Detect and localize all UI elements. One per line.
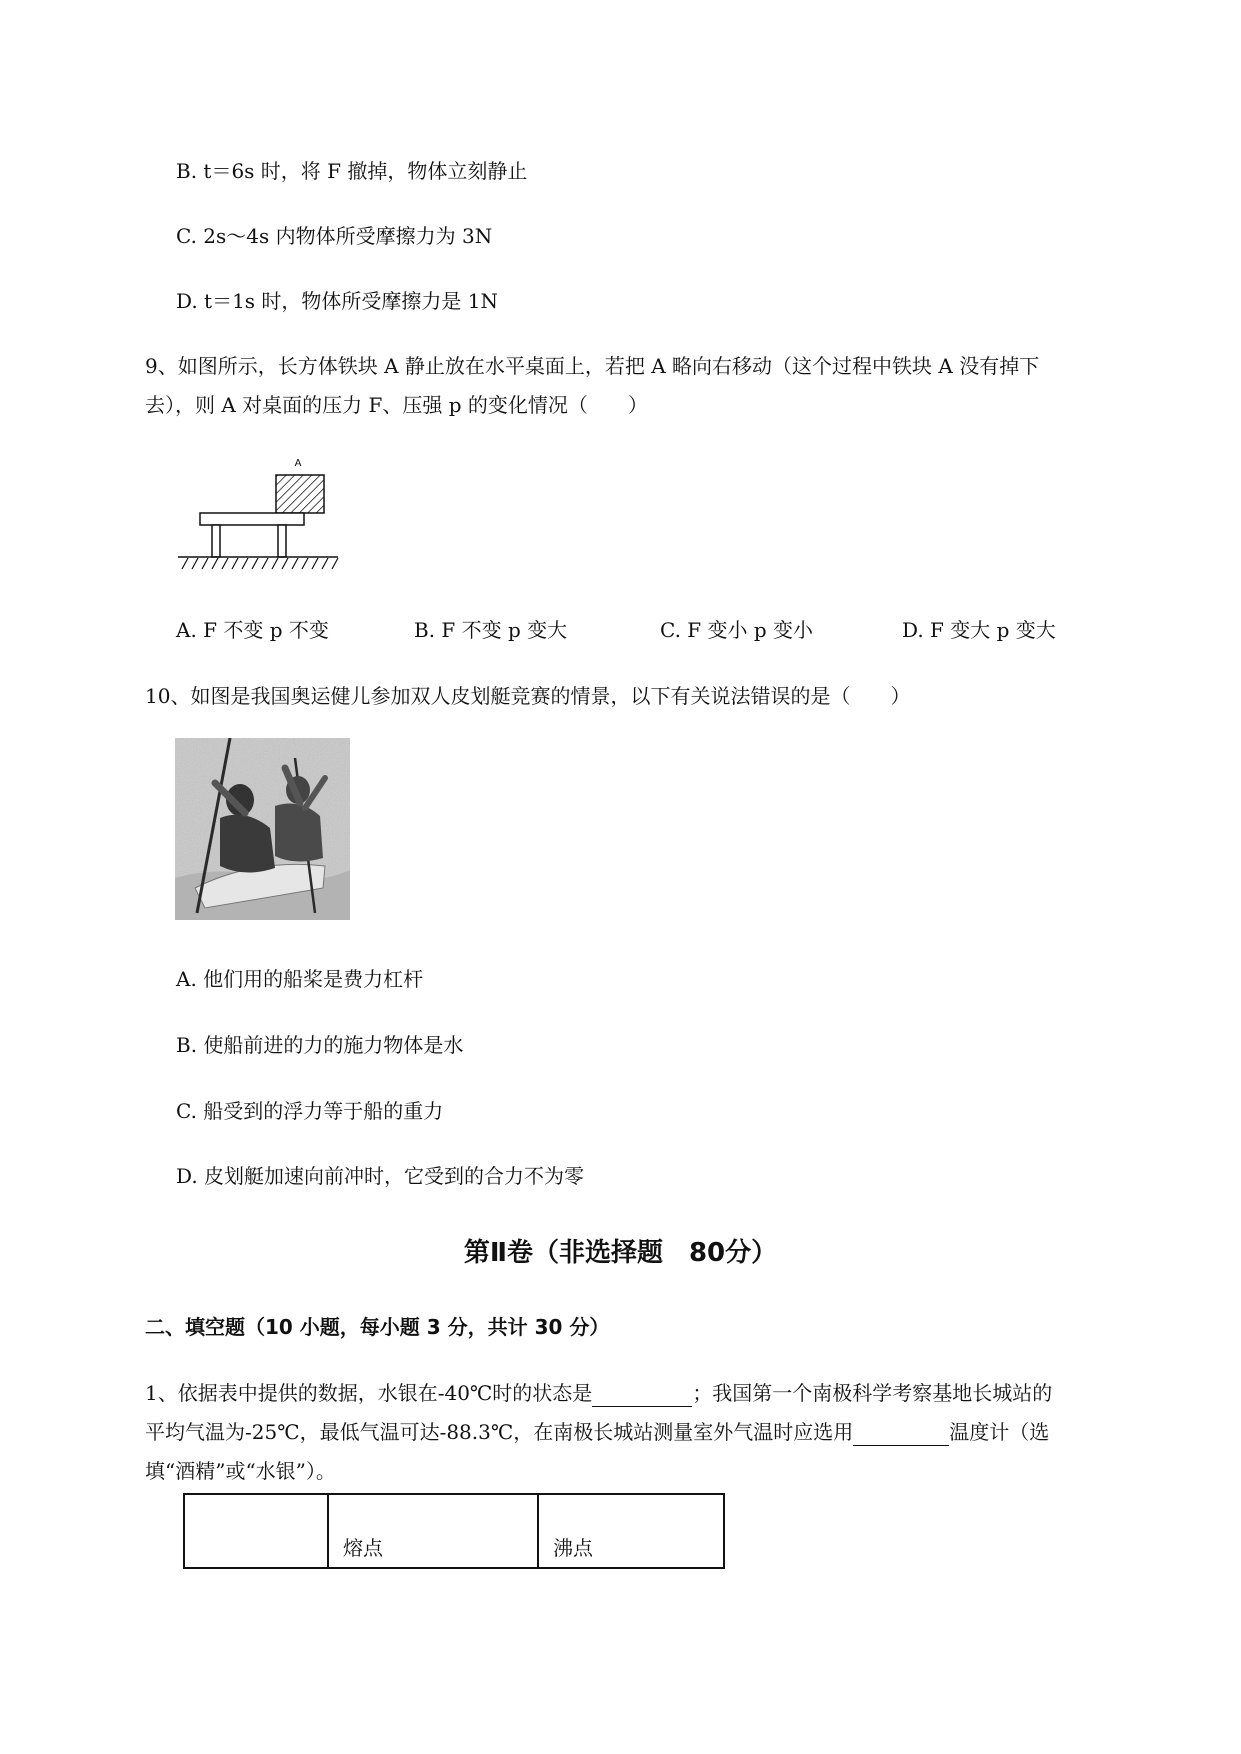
part-title: 二、填空题（10 小题，每小题 3 分，共计 30 分） [145, 1315, 610, 1339]
tabletop [200, 513, 304, 525]
q9-stem-line1: 9、如图所示，长方体铁块 A 静止放在水平桌面上，若把 A 略向右移动（这个过程中铁块 A 没有掉下 [145, 354, 1040, 378]
table-header-empty [184, 1494, 328, 1568]
fill-q1-text-b: ；我国第一个南极科学考察基地长城站的 [692, 1381, 1053, 1405]
data-table [183, 1493, 725, 1569]
q8-option-d: D. t＝1s 时，物体所受摩擦力是 1N [176, 289, 499, 313]
kayak-photo [175, 738, 350, 920]
table-header-melting-point: 熔点 [328, 1494, 538, 1568]
q8-option-c: C. 2s～4s 内物体所受摩擦力为 3N [176, 224, 493, 248]
ground-hatching [182, 558, 338, 569]
q9-option-b: B. F 不变 p 变大 [414, 618, 568, 642]
q10-option-a: A. 他们用的船桨是费力杠杆 [176, 967, 424, 991]
fill-q1-line2 [145, 1418, 1049, 1446]
q9-option-a: A. F 不变 p 不变 [176, 618, 329, 642]
q9-stem-line2: 去），则 A 对桌面的压力 F、压强 p 的变化情况（ ） [145, 393, 648, 417]
fill-q1-line3: 填“酒精”或“水银”）。 [145, 1459, 336, 1483]
q9-option-c: C. F 变小 p 变小 [660, 618, 814, 642]
answer-blank-1[interactable] [592, 1384, 692, 1407]
table-header-boiling-point: 沸点 [538, 1494, 724, 1568]
q10-option-b: B. 使船前进的力的施力物体是水 [176, 1033, 464, 1057]
q10-option-d: D. 皮划艇加速向前冲时，它受到的合力不为零 [176, 1164, 585, 1188]
q10-stem: 10、如图是我国奥运健儿参加双人皮划艇竞赛的情景，以下有关说法错误的是（ ） [145, 684, 911, 708]
section-title: 第Ⅱ卷（非选择题 80分） [463, 1238, 778, 1268]
iron-block [276, 475, 324, 513]
fill-q1-text-d: 温度计（选 [949, 1420, 1050, 1444]
block-label: A [294, 458, 302, 469]
fill-q1-text-a: 1、依据表中提供的数据，水银在-40℃时的状态是 [145, 1381, 593, 1405]
fill-q1-line1 [145, 1379, 1052, 1407]
table-block-figure [170, 455, 350, 575]
table-leg-left [212, 525, 220, 557]
table-leg-right [278, 525, 286, 557]
q9-option-d: D. F 变大 p 变大 [902, 618, 1056, 642]
table-row [184, 1494, 724, 1568]
fill-q1-text-c: 平均气温为-25℃，最低气温可达-88.3℃，在南极长城站测量室外气温时应选用 [145, 1420, 854, 1444]
q10-option-c: C. 船受到的浮力等于船的重力 [176, 1099, 444, 1123]
answer-blank-2[interactable] [853, 1423, 949, 1446]
q8-option-b: B. t＝6s 时，将 F 撤掉，物体立刻静止 [176, 159, 528, 183]
